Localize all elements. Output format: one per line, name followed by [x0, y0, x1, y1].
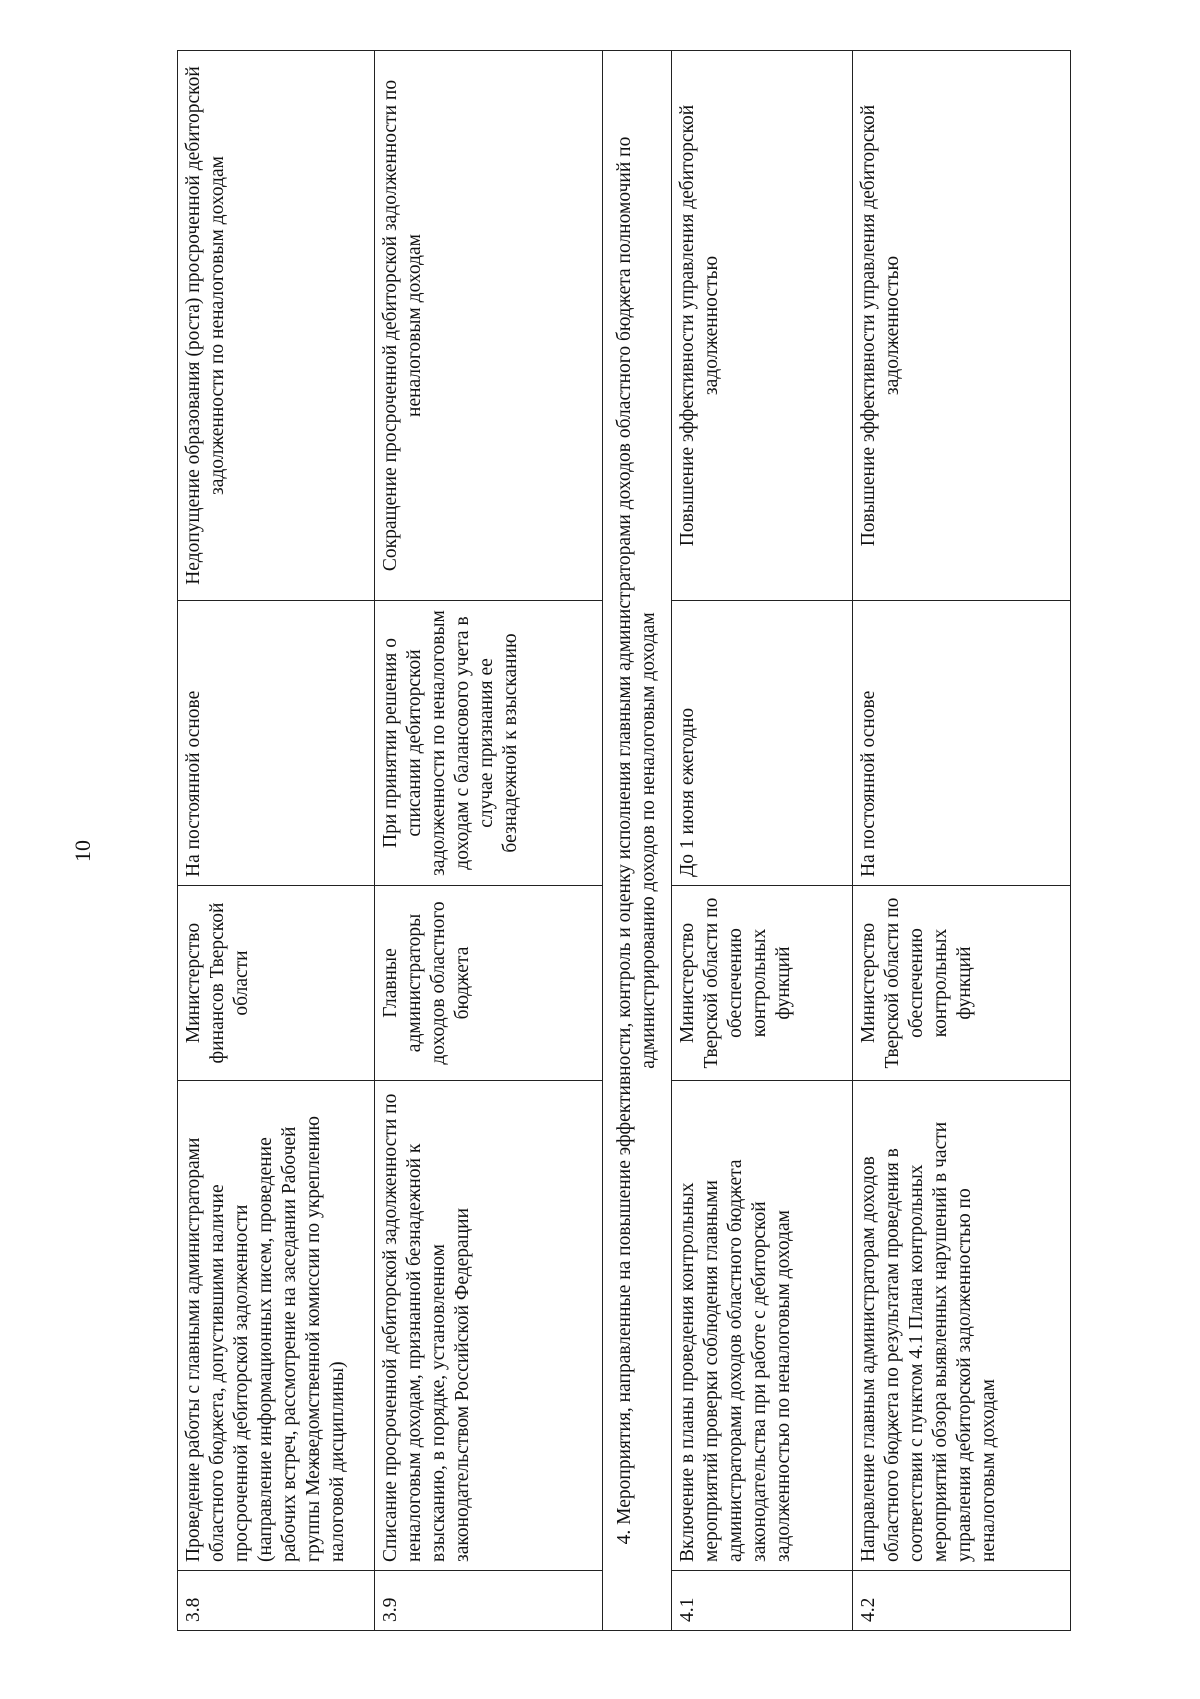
rotated-table-wrapper — [177, 51, 1067, 1631]
result-cell: Повышение эффективности управления дебиторской задолженностью — [853, 51, 1071, 601]
section-title: 4. Мероприятия, направленные на повышение эффективности, контроль и оценку исполнения главными администраторами доходов областного бюджета полномочий по администрированию доходов по неналоговым доходам — [603, 51, 672, 1631]
section-header-row — [603, 51, 672, 1631]
table-row — [672, 51, 853, 1631]
responsible-cell: Министерство финансов Тверской области — [178, 886, 375, 1081]
responsible-cell: Министерство Тверской области по обеспечению контрольных функций — [853, 886, 1071, 1081]
row-number: 3.8 — [178, 1571, 375, 1631]
measures-table — [177, 50, 1071, 1631]
row-number: 4.2 — [853, 1571, 1071, 1631]
result-cell: Повышение эффективности управления дебиторской задолженностью — [672, 51, 853, 601]
deadline-cell: На постоянной основе — [178, 601, 375, 886]
measure-text: Включение в планы проведения контрольных мероприятий проверки соблюдения главными администраторами доходов областного бюджета законодательства при работе с дебиторской задолженностью по неналоговым доходам — [672, 1081, 853, 1571]
result-cell: Сокращение просроченной дебиторской задолженности по неналоговым доходам — [375, 51, 603, 601]
table-row — [375, 51, 603, 1631]
responsible-cell: Главные администраторы доходов областного бюджета — [375, 886, 603, 1081]
page-number: 10 — [70, 840, 95, 862]
table-row — [178, 51, 375, 1631]
result-cell: Недопущение образования (роста) просроченной дебиторской задолженности по неналоговым доходам — [178, 51, 375, 601]
deadline-cell: На постоянной основе — [853, 601, 1071, 886]
table-row — [853, 51, 1071, 1631]
row-number: 3.9 — [375, 1571, 603, 1631]
responsible-cell: Министерство Тверской области по обеспечению контрольных функций — [672, 886, 853, 1081]
row-number: 4.1 — [672, 1571, 853, 1631]
measure-text: Направление главным администраторам доходов областного бюджета по результатам проведения в соответствии с пунктом 4.1 Плана контрольных мероприятий обзора выявленных нарушений в части управления дебиторской задолженностью по неналоговым доходам — [853, 1081, 1071, 1571]
deadline-cell: До 1 июня ежегодно — [672, 601, 853, 886]
measure-text: Списание просроченной дебиторской задолженности по неналоговым доходам, признанной безнадежной к взысканию, в порядке, установленном законодательством Российской Федерации — [375, 1081, 603, 1571]
deadline-cell: При принятии решения о списании дебиторской задолженности по неналоговым доходам с балансового учета в случае признания ее безнадежной к взысканию — [375, 601, 603, 886]
measure-text: Проведение работы с главными администраторами областного бюджета, допустившими наличие просроченной дебиторской задолженности (направление информационных писем, проведение рабочих встреч, рассмотрение на заседании Рабочей группы Межведомственной комиссии по укреплению налоговой дисциплины) — [178, 1081, 375, 1571]
